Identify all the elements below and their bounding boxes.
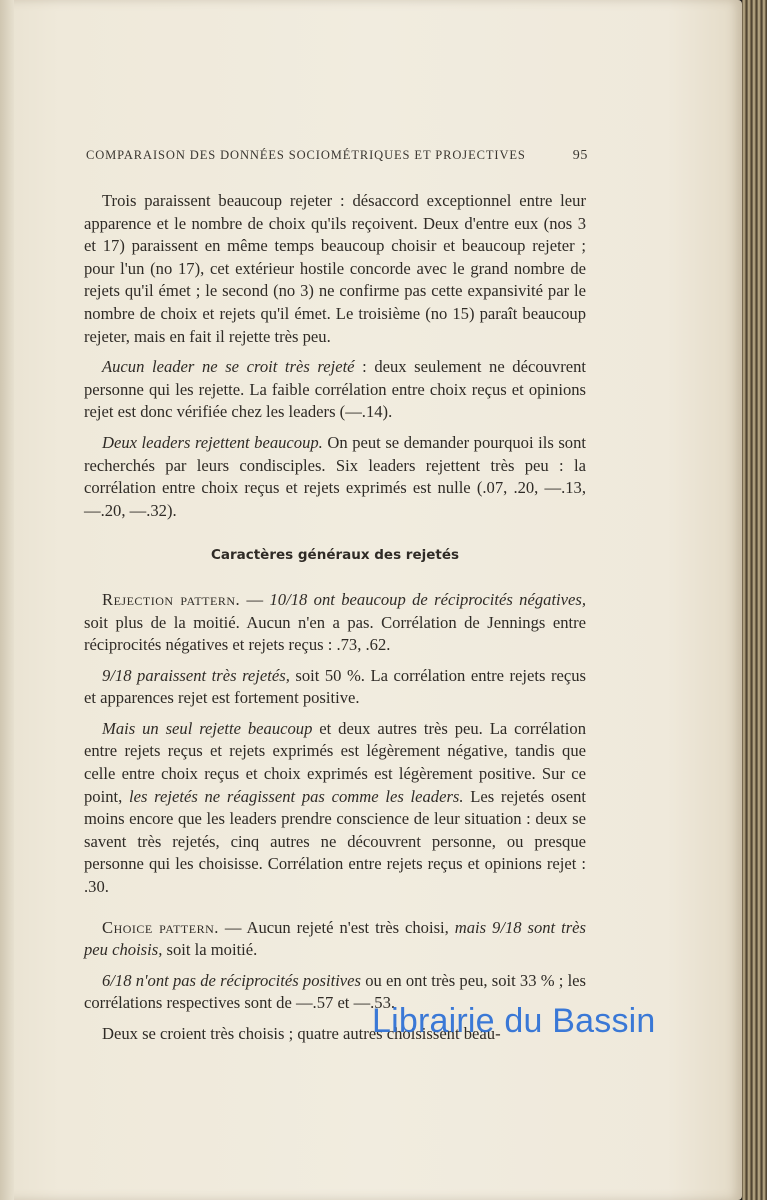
paragraph-8-text: ou en ont très peu, soit 33 % ; les corrélations respectives sont de —.57 et —.53.: [84, 970, 586, 1013]
paragraph-4-emphasis: 10/18 ont beaucoup de réciprocités négatives,: [269, 589, 586, 609]
watermark-text: Librairie du Bassin: [372, 1002, 656, 1040]
paragraph-6-text-2: Les rejetés osent moins encore que les leaders prendre conscience de leur situation : deux se savent très rejetés, cinq autres ne découvrent personne, ou presque personne qui les choisisse. Corrélation entre rejets reçus et opinions rejet : .30.: [84, 786, 586, 897]
rejection-pattern-label: Rejection pattern.: [102, 589, 241, 609]
paragraph-6-emphasis-2: les rejetés ne réagissent pas comme les leaders.: [129, 786, 464, 806]
paragraph-7-end: soit la moitié.: [162, 940, 258, 960]
paragraph-7-text: — Aucun rejeté n'est très choisi,: [218, 917, 455, 937]
paragraph-6: [84, 718, 586, 899]
page-edges: [742, 0, 767, 1200]
paragraph-4-text: soit plus de la moitié. Aucun n'en a pas. Corrélation de Jennings entre réciprocités négatives et rejets reçus : .73, .62.: [84, 612, 586, 655]
paragraph-6-text: et deux autres très peu. La corrélation entre rejets reçus et rejets exprimés est légèrement négative, tandis que celle entre choix reçus et choix exprimés est légèrement positive. Sur ce point,: [84, 718, 587, 806]
paragraph-7-emphasis: mais 9/18 sont très peu choisis,: [84, 917, 586, 960]
paragraph-5-text: soit 50 %. La corrélation entre rejets reçus et apparences rejet est fortement positive.: [84, 665, 586, 708]
paragraph-3-text: On peut se demander pourquoi ils sont recherchés par leurs condisciples. Six leaders rejettent très peu : la corrélation entre choix reçus et rejets exprimés est nulle (.07, .20, —.13, —.20, —.32).: [84, 432, 587, 520]
paragraph-1: Trois paraissent beaucoup rejeter : désaccord exceptionnel entre leur apparence et le nombre de choix qu'ils reçoivent. Deux d'entre eux (nos 3 et 17) paraissent en même temps beaucoup choisir et beaucoup rejeter ; pour l'un (no 17), cet extérieur hostile concorde avec le grand nombre de rejets qu'il émet ; le second (no 3) ne confirme pas cette expansivité par le nombre de choix et rejets qu'il émet. Le troisième (no 15) paraît beaucoup rejeter, mais en fait il rejette très peu.: [84, 191, 586, 346]
paragraph-5-emphasis: 9/18 paraissent très rejetés,: [102, 665, 290, 685]
paragraph-4: [84, 589, 586, 657]
paragraph-4-dash: —: [240, 589, 270, 609]
paragraph-2: [84, 356, 586, 424]
paragraph-2-text: : deux seulement ne découvrent personne qui les rejette. La faible corrélation entre choix reçus et opinions rejet est donc vérifiée chez les leaders (—.14).: [84, 357, 587, 422]
paragraph-9: Deux se croient très choisis ; quatre autres choisissent beau-: [102, 1024, 501, 1043]
paragraph-8-emphasis: 6/18 n'ont pas de réciprocités positives: [102, 970, 361, 990]
paragraph-5: [84, 665, 586, 710]
paragraph-7: [84, 917, 586, 962]
choice-pattern-label: Choice pattern.: [102, 917, 219, 937]
running-title: COMPARAISON DES DONNÉES SOCIOMÉTRIQUES ET PROJECTIVES: [86, 148, 526, 162]
section-heading: Caractères généraux des rejetés: [210, 547, 460, 564]
paragraph-6-emphasis: Mais un seul rejette beaucoup: [102, 718, 313, 738]
paragraph-3-emphasis: Deux leaders rejettent beaucoup.: [102, 432, 323, 452]
page-gutter: [0, 0, 14, 1200]
page-number: 95: [572, 148, 588, 163]
body-text: [84, 190, 586, 1046]
running-header: [86, 148, 588, 164]
paragraph-2-emphasis: Aucun leader ne se croit très rejeté: [102, 357, 355, 377]
paragraph-3: [84, 432, 586, 522]
